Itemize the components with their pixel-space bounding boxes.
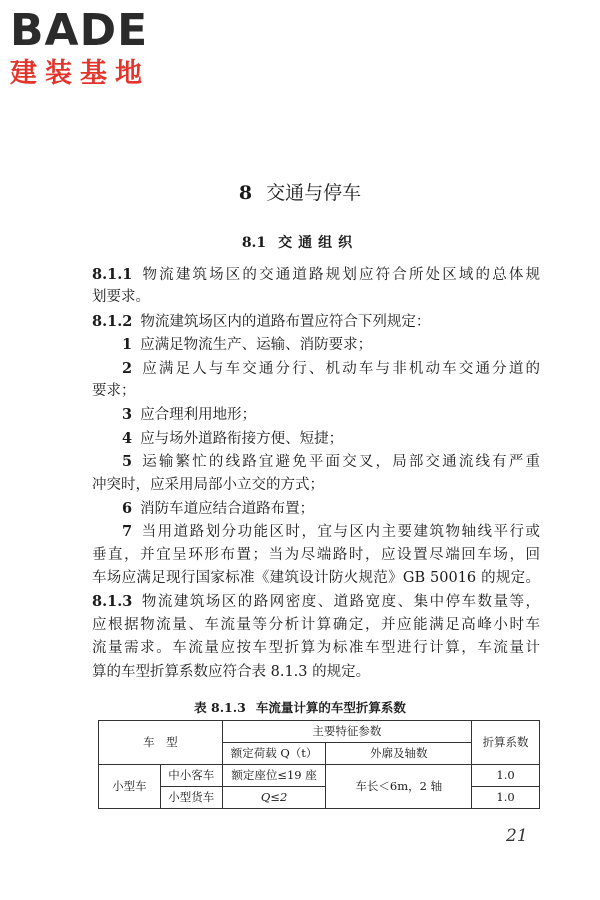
text-line: 1 应满足物流生产、运输、消防要求； xyxy=(122,336,373,354)
cell-load: Q≤2 xyxy=(222,787,326,809)
text-line: 8.1.2 物流建筑场区内的道路布置应符合下列规定： xyxy=(92,312,431,330)
item-number: 3 xyxy=(122,406,133,424)
text-line: 6 消防车道应结合道路布置； xyxy=(122,499,315,517)
table-caption-title: 车流量计算的车型折算系数 xyxy=(255,700,406,715)
text-line: 垂直，并宜呈环形布置；当为尽端路时，应设置尽端回车场，回 xyxy=(92,546,540,563)
section-title: 交通组织 xyxy=(278,235,359,251)
item-number: 7 xyxy=(122,523,133,541)
cell-category: 小型车 xyxy=(99,765,161,809)
table-row xyxy=(99,765,540,787)
section-number: 8.1 xyxy=(241,235,267,251)
item-number: 5 xyxy=(122,453,133,471)
clause-number: 8.1.2 xyxy=(92,312,133,330)
page-number: 21 xyxy=(506,826,528,846)
table-header-row xyxy=(99,721,540,743)
text-line: 应根据物流量、车流量等分析计算确定，并应能满足高峰小时车 xyxy=(92,616,540,633)
text-line: 5 运输繁忙的线路宜避免平面交叉，局部交通流线有严重 xyxy=(122,453,540,471)
item-number: 1 xyxy=(122,336,133,354)
publisher-logo xyxy=(10,6,180,90)
text-line: 划要求。 xyxy=(92,289,150,306)
chapter-number: 8 xyxy=(238,182,253,204)
table-row xyxy=(99,787,540,809)
header-rated-load: 额定荷载 Q（t） xyxy=(222,743,326,765)
cell-dimensions: 车长＜6m，2 轴 xyxy=(326,765,472,809)
body-text xyxy=(92,263,540,684)
cell-subtype: 中小客车 xyxy=(160,765,222,787)
clause-number: 8.1.1 xyxy=(92,266,133,283)
header-vehicle-type: 车 型 xyxy=(99,721,223,765)
logo-brand-text: BADE xyxy=(10,5,149,56)
text-line: 算的车型折算系数应符合表 8.1.3 的规定。 xyxy=(92,663,371,680)
text-line: 3 应合理利用地形； xyxy=(122,406,257,424)
cell-factor: 1.0 xyxy=(472,787,540,809)
vehicle-conversion-table xyxy=(98,720,540,809)
text-line: 4 应与场外道路衔接方便、短捷； xyxy=(122,429,344,447)
item-number: 6 xyxy=(122,499,133,517)
section-heading xyxy=(0,233,600,253)
text-line: 8.1.3 物流建筑场区的路网密度、道路宽度、集中停车数量等， xyxy=(92,593,540,611)
table-caption xyxy=(0,699,600,717)
item-number: 4 xyxy=(122,429,133,447)
table-caption-number: 表 8.1.3 xyxy=(194,700,246,715)
clause-number: 8.1.3 xyxy=(92,593,133,611)
chapter-title: 交通与停车 xyxy=(266,182,362,204)
cell-subtype: 小型货车 xyxy=(160,787,222,809)
header-factor: 折算系数 xyxy=(472,721,540,765)
header-main-params: 主要特征参数 xyxy=(222,721,471,743)
text-line: 车场应满足现行国家标准《建筑设计防火规范》GB 50016 的规定。 xyxy=(92,570,540,587)
item-number: 2 xyxy=(122,359,133,377)
text-line: 要求； xyxy=(92,382,136,399)
text-line: 流量需求。车流量应按车型折算为标准车型进行计算，车流量计 xyxy=(92,640,540,657)
text-line: 2 应满足人与车交通分行、机动车与非机动车交通分道的 xyxy=(122,359,540,377)
chapter-heading xyxy=(0,180,600,206)
cell-factor: 1.0 xyxy=(472,765,540,787)
text-line: 8.1.1 物流建筑场区的交通道路规划应符合所处区域的总体规 xyxy=(92,266,540,283)
cell-load: 额定座位≤19 座 xyxy=(222,765,326,787)
text-line: 冲突时，应采用局部小立交的方式； xyxy=(92,476,324,493)
text-line: 7 当用道路划分功能区时，宜与区内主要建筑物轴线平行或 xyxy=(122,523,540,541)
logo-subtitle-text: 建装基地 xyxy=(10,58,150,89)
header-dimensions: 外廓及轴数 xyxy=(326,743,472,765)
